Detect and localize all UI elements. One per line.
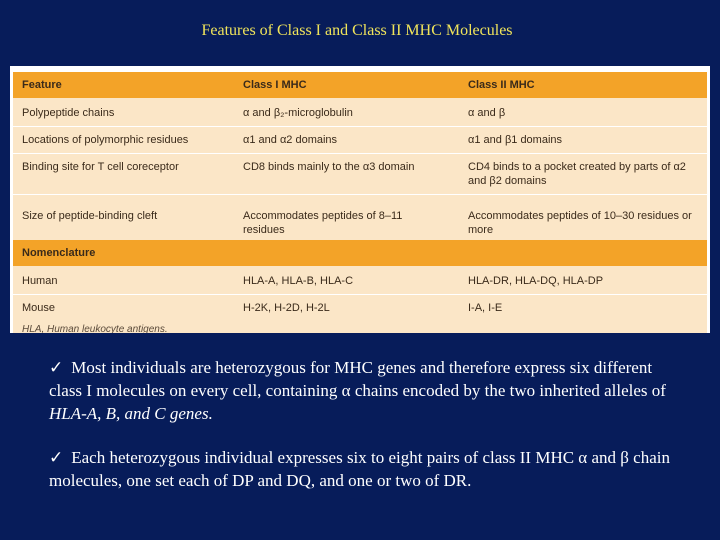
bullet-item-1: [49, 356, 681, 425]
row-class-i: CD8 binds mainly to the α3 domain: [243, 161, 415, 173]
bullet-list: [49, 356, 681, 513]
table-row: [13, 153, 707, 195]
bullet-item-2: [49, 446, 681, 492]
row-feature: Size of peptide-binding cleft: [22, 210, 158, 222]
row-feature: Mouse: [22, 302, 56, 314]
row-class-ii: Accommodates peptides of 10–30 residues or more: [468, 210, 692, 236]
section-label: Nomenclature: [22, 247, 96, 259]
row-class-ii: CD4 binds to a pocket created by parts of α2 and β2 domains: [468, 161, 686, 187]
slide-title: Features of Class I and Class II MHC Molecules: [201, 22, 513, 39]
row-class-ii: α and β: [468, 107, 506, 119]
bullet-text: Each heterozygous individual expresses six to eight pairs of class II MHC α and β chain molecules, one set each of DP and DQ, and one or two of DR.: [49, 448, 670, 490]
row-class-i: α1 and α2 domains: [243, 134, 338, 146]
bullet-text: Most individuals are heterozygous for MHC genes and therefore express six different class I molecules on every cell, containing α chains encoded by the two inherited alleles of: [49, 358, 666, 400]
table-footnote: HLA, Human leukocyte antigens.: [22, 324, 168, 333]
row-feature: Locations of polymorphic residues: [22, 134, 189, 146]
row-feature: Human: [22, 275, 58, 287]
checkmark-icon: ✓: [49, 448, 64, 467]
mhc-comparison-table: [10, 66, 710, 333]
table-row: [13, 100, 707, 126]
row-class-ii: I-A, I-E: [468, 302, 503, 314]
nomenclature-section-header: [13, 240, 707, 266]
row-class-i: H-2K, H-2D, H-2L: [243, 302, 330, 314]
row-feature: Binding site for T cell coreceptor: [22, 161, 179, 173]
row-feature: Polypeptide chains: [22, 107, 115, 119]
row-class-i: HLA-A, HLA-B, HLA-C: [243, 275, 354, 287]
row-class-ii: α1 and β1 domains: [468, 134, 563, 146]
checkmark-icon: ✓: [49, 358, 64, 377]
table-body: [13, 72, 707, 333]
header-feature: Feature: [22, 79, 62, 91]
table-row: [13, 126, 707, 154]
table-row: [13, 294, 707, 321]
header-class-ii: Class II MHC: [468, 79, 535, 91]
row-class-i: Accommodates peptides of 8–11 residues: [243, 210, 403, 236]
header-class-i: Class I MHC: [243, 79, 307, 91]
bullet-italic-text: HLA-A, B, and C genes.: [49, 404, 213, 423]
table-row: [13, 194, 707, 239]
table-header-row: [13, 72, 707, 98]
table-row: [13, 268, 707, 294]
row-class-i: α and β₂-microglobulin: [243, 107, 353, 119]
row-class-ii: HLA-DR, HLA-DQ, HLA-DP: [468, 275, 604, 287]
